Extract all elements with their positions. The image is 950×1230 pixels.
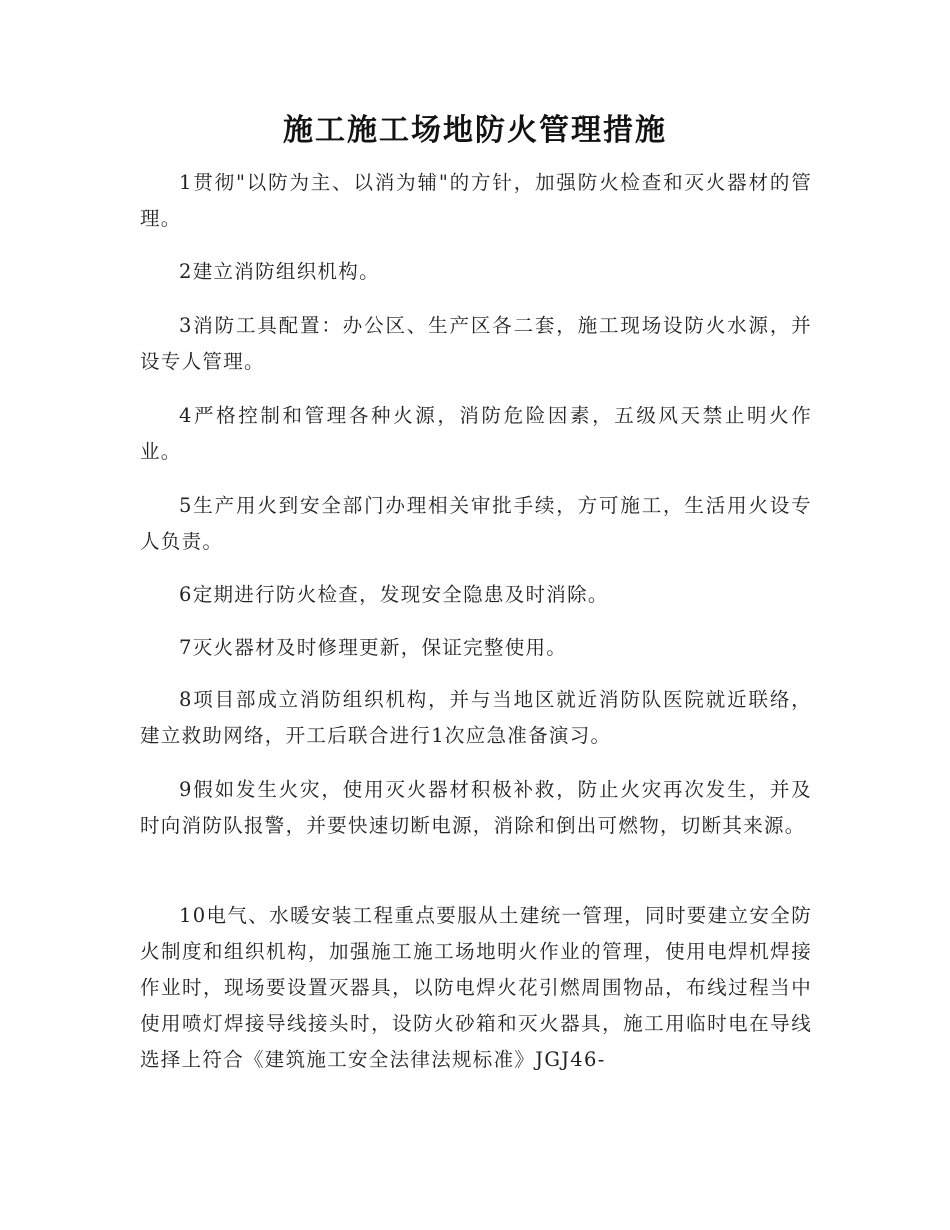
paragraph-6: 6定期进行防火检查，发现安全隐患及时消除。 [179, 583, 609, 606]
paragraph-5: 5生产用火到安全部门办理相关审批手续，方可施工，生活用火设专人负责。 [140, 494, 812, 553]
paragraph-4: 4严格控制和管理各种火源，消防危险因素，五级风天禁止明火作业。 [140, 404, 812, 463]
paragraph-1: 1贯彻"以防为主、以消为辅"的方针，加强防火检查和灭火器材的管理。 [140, 171, 812, 230]
paragraph-3: 3消防工具配置：办公区、生产区各二套，施工现场设防火水源，并设专人管理。 [140, 314, 812, 373]
paragraph-7: 7灭火器材及时修理更新，保证完整使用。 [179, 636, 568, 659]
paragraph-2: 2建立消防组织机构。 [179, 260, 380, 283]
paragraph-9: 9假如发生火灾，使用灭火器材积极补救，防止火灾再次发生，并及时向消防队报警，并要快速切断电源，消除和倒出可燃物，切断其来源。 [140, 778, 812, 837]
paragraph-8: 8项目部成立消防组织机构，并与当地区就近消防队医院就近联络，建立救助网络，开工后联合进行1次应急准备演习。 [140, 688, 812, 747]
document-title: 施工施工场地防火管理措施 [283, 113, 667, 148]
paragraph-10: 10电气、水暖安装工程重点要服从土建统一管理，同时要建立安全防火制度和组织机构，加强施工施工场地明火作业的管理，使用电焊机焊接作业时，现场要设置灭器具，以防电焊火花引燃周围物品，布线过程当中使用喷灯焊接导线接头时，设防火砂箱和灭火器具，施工用临时电在导线选择上符合《建筑施工安全法律法规标准》JGJ46- [140, 904, 812, 1071]
